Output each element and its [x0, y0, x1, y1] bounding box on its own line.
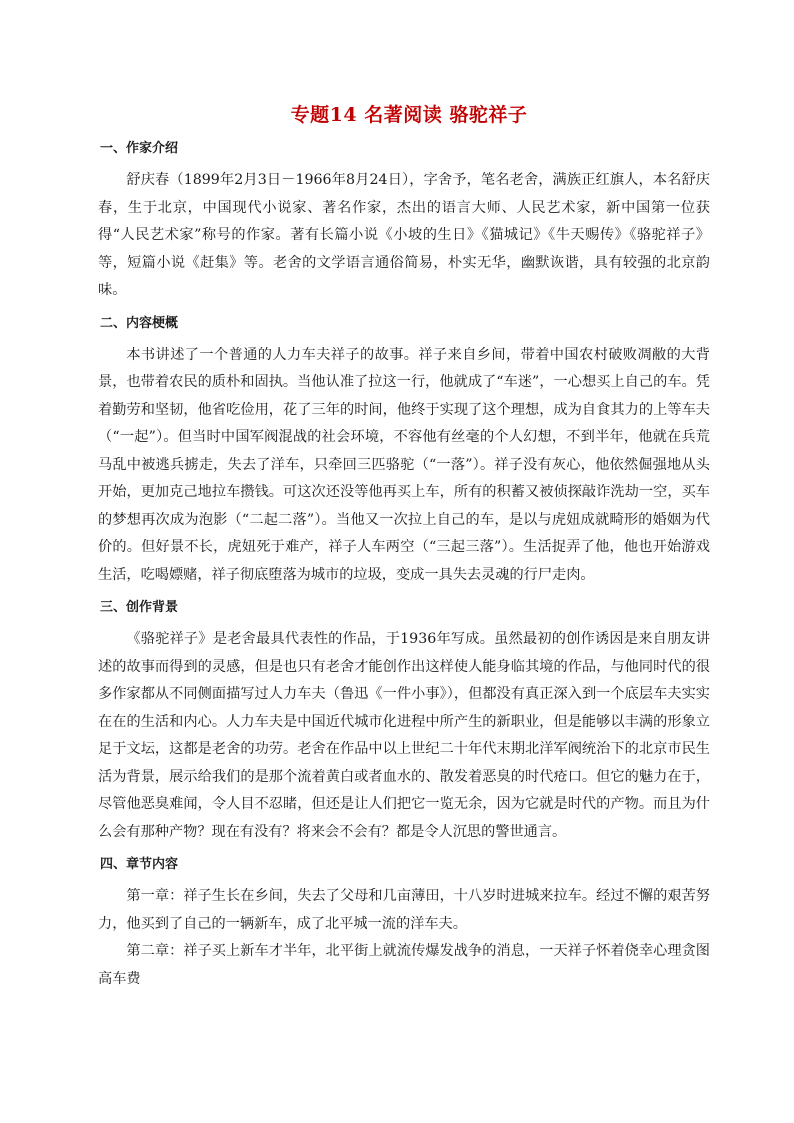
- section-summary: [98, 313, 710, 590]
- section-chapters: [98, 854, 710, 993]
- paragraph: 第二章：祥子买上新车才半年，北平街上就流传爆发战争的消息，一天祥子怀着侥幸心理贪图高车费: [98, 943, 710, 987]
- paragraph: 《骆驼祥子》是老舍最具代表性的作品，于1936年写成。虽然最初的创作诱因是来自朋友讲述的故事而得到的灵感，但是也只有老舍才能创作出这样使人能身临其境的作品，与他同时代的很多作家都从不同侧面描写过人力车夫（鲁迅《一件小事》），但都没有真正深入到一个底层车夫实实在在的生活和内心。人力车夫是中国近代城市化进程中所产生的新职业，但是能够以丰满的形象立足于文坛，这都是老舍的功劳。老舍在作品中以上世纪二十年代末期北洋军阀统治下的北京市民生活为背景，展示给我们的是那个流着黄白或者血水的、散发着恶臭的时代疮口。但它的魅力在于，尽管他恶臭难闻，令人目不忍睹，但还是让人们把它一览无余，因为它就是时代的产物。而且为什么会有那种产物？现在有没有？将来会不会有？都是令人沉思的警世通言。: [98, 631, 710, 840]
- paragraph: 本书讲述了一个普通的人力车夫祥子的故事。祥子来自乡间，带着中国农村破败凋敝的大背景，也带着农民的质朴和固执。当他认准了拉这一行，他就成了“车迷”，一心想买上自己的车。凭着勤劳和坚韧，他省吃俭用，花了三年的时间，他终于实现了这个理想，成为自食其力的上等车夫（“一起”）。但当时中国军阀混战的社会环境，不容他有丝毫的个人幻想，不到半年，他就在兵荒马乱中被逃兵掳走，失去了洋车，只牵回三匹骆驼（“一落”）。祥子没有灰心，他依然倔强地从头开始，更加克己地拉车攒钱。可这次还没等他再买上车，所有的积蓄又被侦探敲诈洗劫一空，买车的梦想再次成为泡影（“二起二落”）。当他又一次拉上自己的车，是以与虎妞成就畸形的婚姻为代价的。但好景不长，虎妞死于难产，祥子人车两空（“三起三落”）。生活捉弄了他，他也开始游戏生活，吃喝嫖赌，祥子彻底堕落为城市的垃圾，变成一具失去灵魂的行尸走肉。: [98, 346, 710, 583]
- section-heading: 三、创作背景: [100, 600, 179, 615]
- section-heading: 二、内容梗概: [100, 315, 179, 331]
- paragraph: 舒庆春（1899年2月3日－1966年8月24日），字舍予，笔名老舍，满族正红旗人，本名舒庆春，生于北京，中国现代小说家、著名作家，杰出的语言大师、人民艺术家，新中国第一位获得“人民艺术家”称号的作家。著有长篇小说《小坡的生日》《猫城记》《牛天赐传》《骆驼祥子》等，短篇小说《赶集》等。老舍的文学语言通俗简易，朴实无华，幽默诙谐，具有较强的北京韵味。: [98, 172, 710, 298]
- paragraph: 第一章：祥子生长在乡间，失去了父母和几亩薄田，十八岁时进城来拉车。经过不懈的艰苦努力，他买到了自己的一辆新车，成了北平城一流的洋车夫。: [98, 888, 710, 932]
- document-title: 专题14 名著阅读 骆驼祥子: [290, 104, 528, 126]
- section-heading: 一、作家介绍: [100, 141, 179, 156]
- section-heading: 四、章节内容: [100, 857, 179, 872]
- section-author: [98, 138, 710, 305]
- section-background: [98, 597, 710, 846]
